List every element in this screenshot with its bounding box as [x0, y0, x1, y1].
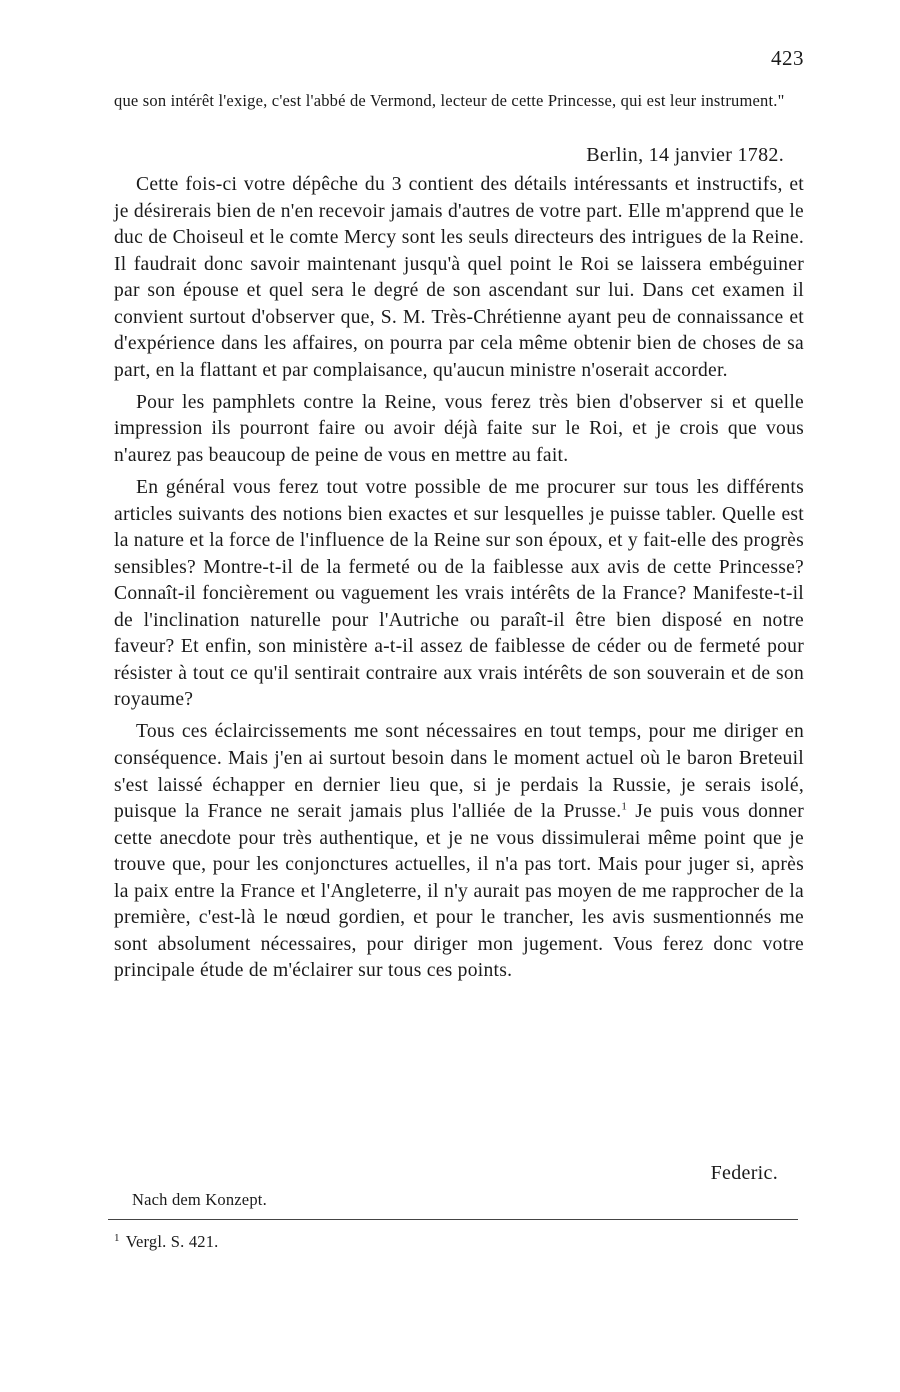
signature: Federic. — [710, 1162, 778, 1184]
letter-body — [114, 172, 804, 985]
footnote — [114, 1232, 219, 1252]
continuation-text: que son intérêt l'exige, c'est l'abbé de Vermond, lecteur de cette Princesse, qui est leur instrument." — [114, 91, 785, 110]
paragraph-2: Pour les pamphlets contre la Reine, vous ferez très bien d'observer si et quelle impression ils pourront faire ou avoir déjà faite sur le Roi, et je crois que vous n'aurez pas beaucoup de peine de vous en mettre au fait. — [114, 391, 804, 466]
paragraph-4-part-2: Je puis vous donner cette anecdote pour très authentique, et je ne vous dissimulerai même point que je trouve que, pour les conjonctures actuelles, il n'a pas tort. Mais pour juger si, après la paix entre la France et l'Angleterre, il n'y aurait pas moyen de me rapprocher de la première, c'est-là le nœud gordien, et pour le trancher, les avis susmentionnés me sont absolument nécessaires, pour diriger mon jugement. Vous ferez donc votre principale étude de m'éclairer sur tous ces points. — [114, 801, 804, 982]
dateline: Berlin, 14 janvier 1782. — [586, 144, 784, 166]
footnote-text: Vergl. S. 421. — [125, 1232, 219, 1251]
paragraph-3: En général vous ferez tout votre possible de me procurer sur tous les différents articles suivants des notions bien exactes et sur lesquelles je puisse tabler. Quelle est la nature et la force de l'influence de la Reine sur son époux, et y fait-elle des progrès sensibles? Montre-t-il de la fermeté ou de la faiblesse aux avis de cette Princesse? Connaît-il foncièrement ou vaguement les vrais intérêts de la France? Manifeste-t-il de l'inclination naturelle pour l'Autriche ou paraît-il être bien disposé en notre faveur? Et enfin, son ministère a-t-il assez de faiblesse de céder ou de fermeté pour résister à tout ce qu'il sentirait contraire aux vrais intérêts de son souverain et de son royaume? — [114, 477, 804, 711]
paragraph-1: Cette fois-ci votre dépêche du 3 contient des détails intéressants et instructifs, et je désirerais bien de n'en recevoir jamais d'autres de votre part. Elle m'apprend que le duc de Choiseul et le comte Mercy sont les seuls directeurs des intrigues de la Reine. Il faudrait donc savoir maintenant jusqu'à quel point le Roi se laissera embéguiner par son épouse et quel sera le degré de son ascendant sur lui. Dans cet examen il convient surtout d'observer que, S. M. Très-Chrétienne ayant peu de connaissance et d'expérience dans les affaires, on pourra par cela même obtenir bien de choses de sa part, en la flattant et par complaisance, qu'aucun ministre n'oserait accorder. — [114, 174, 804, 381]
paragraph-4-part-1: Tous ces éclaircissements me sont nécessaires en tout temps, pour me diriger en conséquence. Mais j'en ai surtout besoin dans le moment actuel où le baron Breteuil s'est laissé échapper en dernier lieu que, si je perdais la Russie, je serais isolé, puisque la France ne serait jamais plus l'alliée de la Prusse. — [114, 721, 804, 823]
footnote-mark: 1 — [114, 1231, 120, 1244]
page-number: 423 — [771, 46, 804, 70]
footnote-reference[interactable]: 1 — [621, 800, 628, 813]
source-note: Nach dem Konzept. — [132, 1190, 267, 1209]
footnote-divider — [108, 1219, 798, 1220]
paragraph-4 — [114, 719, 804, 984]
